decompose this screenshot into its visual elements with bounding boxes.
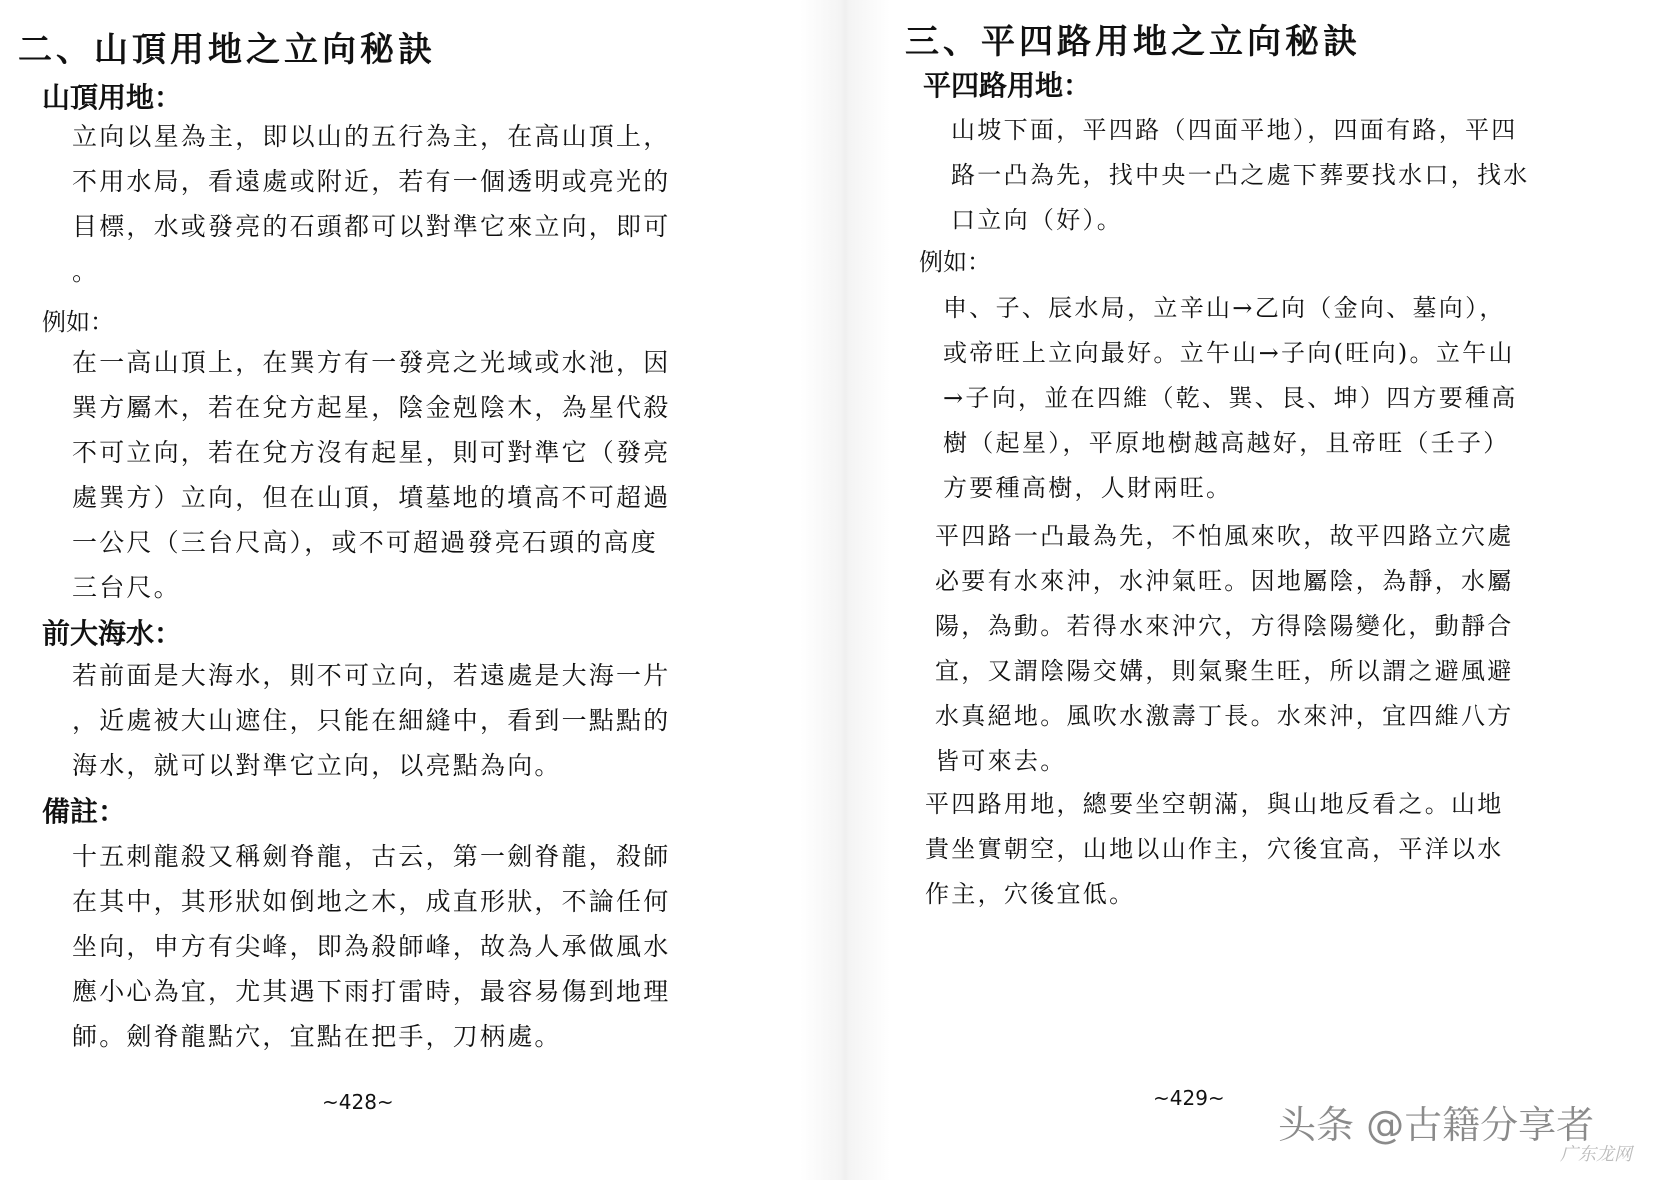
text-line: 宜，又謂陰陽交媾，則氣聚生旺，所以謂之避風避 [935, 657, 1514, 685]
text-line: 貴坐實朝空，山地以山作主，穴後宜高，平洋以水 [925, 835, 1504, 863]
text-line: 陽，為動。若得水來沖穴，方得陰陽變化，動靜合 [935, 612, 1514, 640]
text-line: 巽方屬木，若在兌方起星，陰金剋陰木，為星代殺 [72, 393, 671, 422]
right-page [905, 0, 1653, 1180]
text-line: 方要種高樹，人財兩旺。 [943, 474, 1233, 502]
watermark-logo-text: 广东龙网 [1560, 1144, 1632, 1165]
example-label: 例如： [919, 248, 991, 276]
text-line: 處巽方）立向，但在山頂，墳墓地的墳高不可超過 [72, 483, 671, 512]
section-title: 二、山頂用地之立向秘訣 [18, 30, 436, 70]
page-number: ~428~ [322, 1090, 394, 1114]
text-line: 或帝旺上立向最好。立午山→子向(旺向)。立午山 [943, 339, 1515, 367]
text-line: 。 [72, 257, 100, 286]
text-line: 在其中，其形狀如倒地之木，成直形狀，不論任何 [72, 887, 671, 916]
text-line: 水真絕地。風吹水激壽丁長。水來沖，宜四維八方 [935, 702, 1514, 730]
text-line: →子向，並在四維（乾、巽、艮、坤）四方要種高 [943, 384, 1518, 412]
text-line: 平四路一凸最為先，不怕風來吹，故平四路立穴處 [935, 522, 1514, 550]
text-line: 一公尺（三台尺高），或不可超過發亮石頭的高度 [72, 528, 658, 557]
text-line: 師。劍脊龍點穴，宜點在把手，刀柄處。 [72, 1022, 562, 1051]
text-line: ，近處被大山遮住，只能在細縫中，看到一點點的 [72, 706, 671, 735]
text-line: 口立向（好）。 [951, 206, 1124, 234]
paragraph [935, 514, 1514, 784]
subheading: 備註： [42, 795, 127, 828]
text-line: 立向以星為主，即以山的五行為主，在高山頂上， [72, 122, 671, 151]
text-line: 樹（起星），平原地樹越高越好，且帝旺（壬子） [943, 429, 1510, 457]
text-line: 應小心為宜，尤其遇下雨打雷時，最容易傷到地理 [72, 977, 671, 1006]
paragraph [72, 340, 670, 610]
left-page [0, 0, 790, 1180]
text-line: 必要有水來沖，水沖氣旺。因地屬陰，為靜，水屬 [935, 567, 1514, 595]
section-title: 三、平四路用地之立向秘訣 [905, 22, 1361, 62]
text-line: 山坡下面，平四路（四面平地），四面有路，平四 [951, 116, 1518, 144]
text-line: 海水，就可以對準它立向，以亮點為向。 [72, 751, 562, 780]
paragraph [72, 653, 670, 788]
text-line: 若前面是大海水，則不可立向，若遠處是大海一片 [72, 661, 671, 690]
text-line: 不可立向，若在兌方沒有起星，則可對準它（發亮 [72, 438, 671, 467]
watermark-text: 头条 @古籍分享者 [1278, 1103, 1595, 1147]
text-line: 平四路用地，總要坐空朝滿，與山地反看之。山地 [925, 790, 1504, 818]
paragraph [72, 834, 670, 1059]
text-line: 在一高山頂上，在巽方有一發亮之光域或水池，因 [72, 348, 671, 377]
text-line: 十五刺龍殺又稱劍脊龍，古云，第一劍脊龍，殺師 [72, 842, 671, 871]
subheading: 山頂用地： [42, 81, 183, 114]
subheading: 前大海水： [42, 617, 183, 650]
text-line: 不用水局，看遠處或附近，若有一個透明或亮光的 [72, 167, 671, 196]
example-label: 例如： [42, 308, 114, 336]
text-line: 目標，水或發亮的石頭都可以對準它來立向，即可 [72, 212, 671, 241]
text-line: 路一凸為先，找中央一凸之處下葬要找水口，找水 [951, 161, 1530, 189]
paragraph [72, 114, 670, 294]
text-line: 作主，穴後宜低。 [925, 880, 1136, 908]
page-number: ~429~ [1153, 1086, 1225, 1110]
text-line: 申、子、辰水局，立辛山→乙向（金向、墓向）， [943, 294, 1506, 322]
subheading: 平四路用地： [923, 69, 1092, 102]
text-line: 坐向，申方有尖峰，即為殺師峰，故為人承做風水 [72, 932, 671, 961]
paragraph [943, 286, 1518, 511]
text-line: 皆可來去。 [935, 747, 1067, 775]
paragraph [925, 782, 1504, 917]
paragraph [951, 108, 1530, 243]
text-line: 三台尺。 [72, 573, 181, 602]
book-gutter [800, 0, 890, 1180]
